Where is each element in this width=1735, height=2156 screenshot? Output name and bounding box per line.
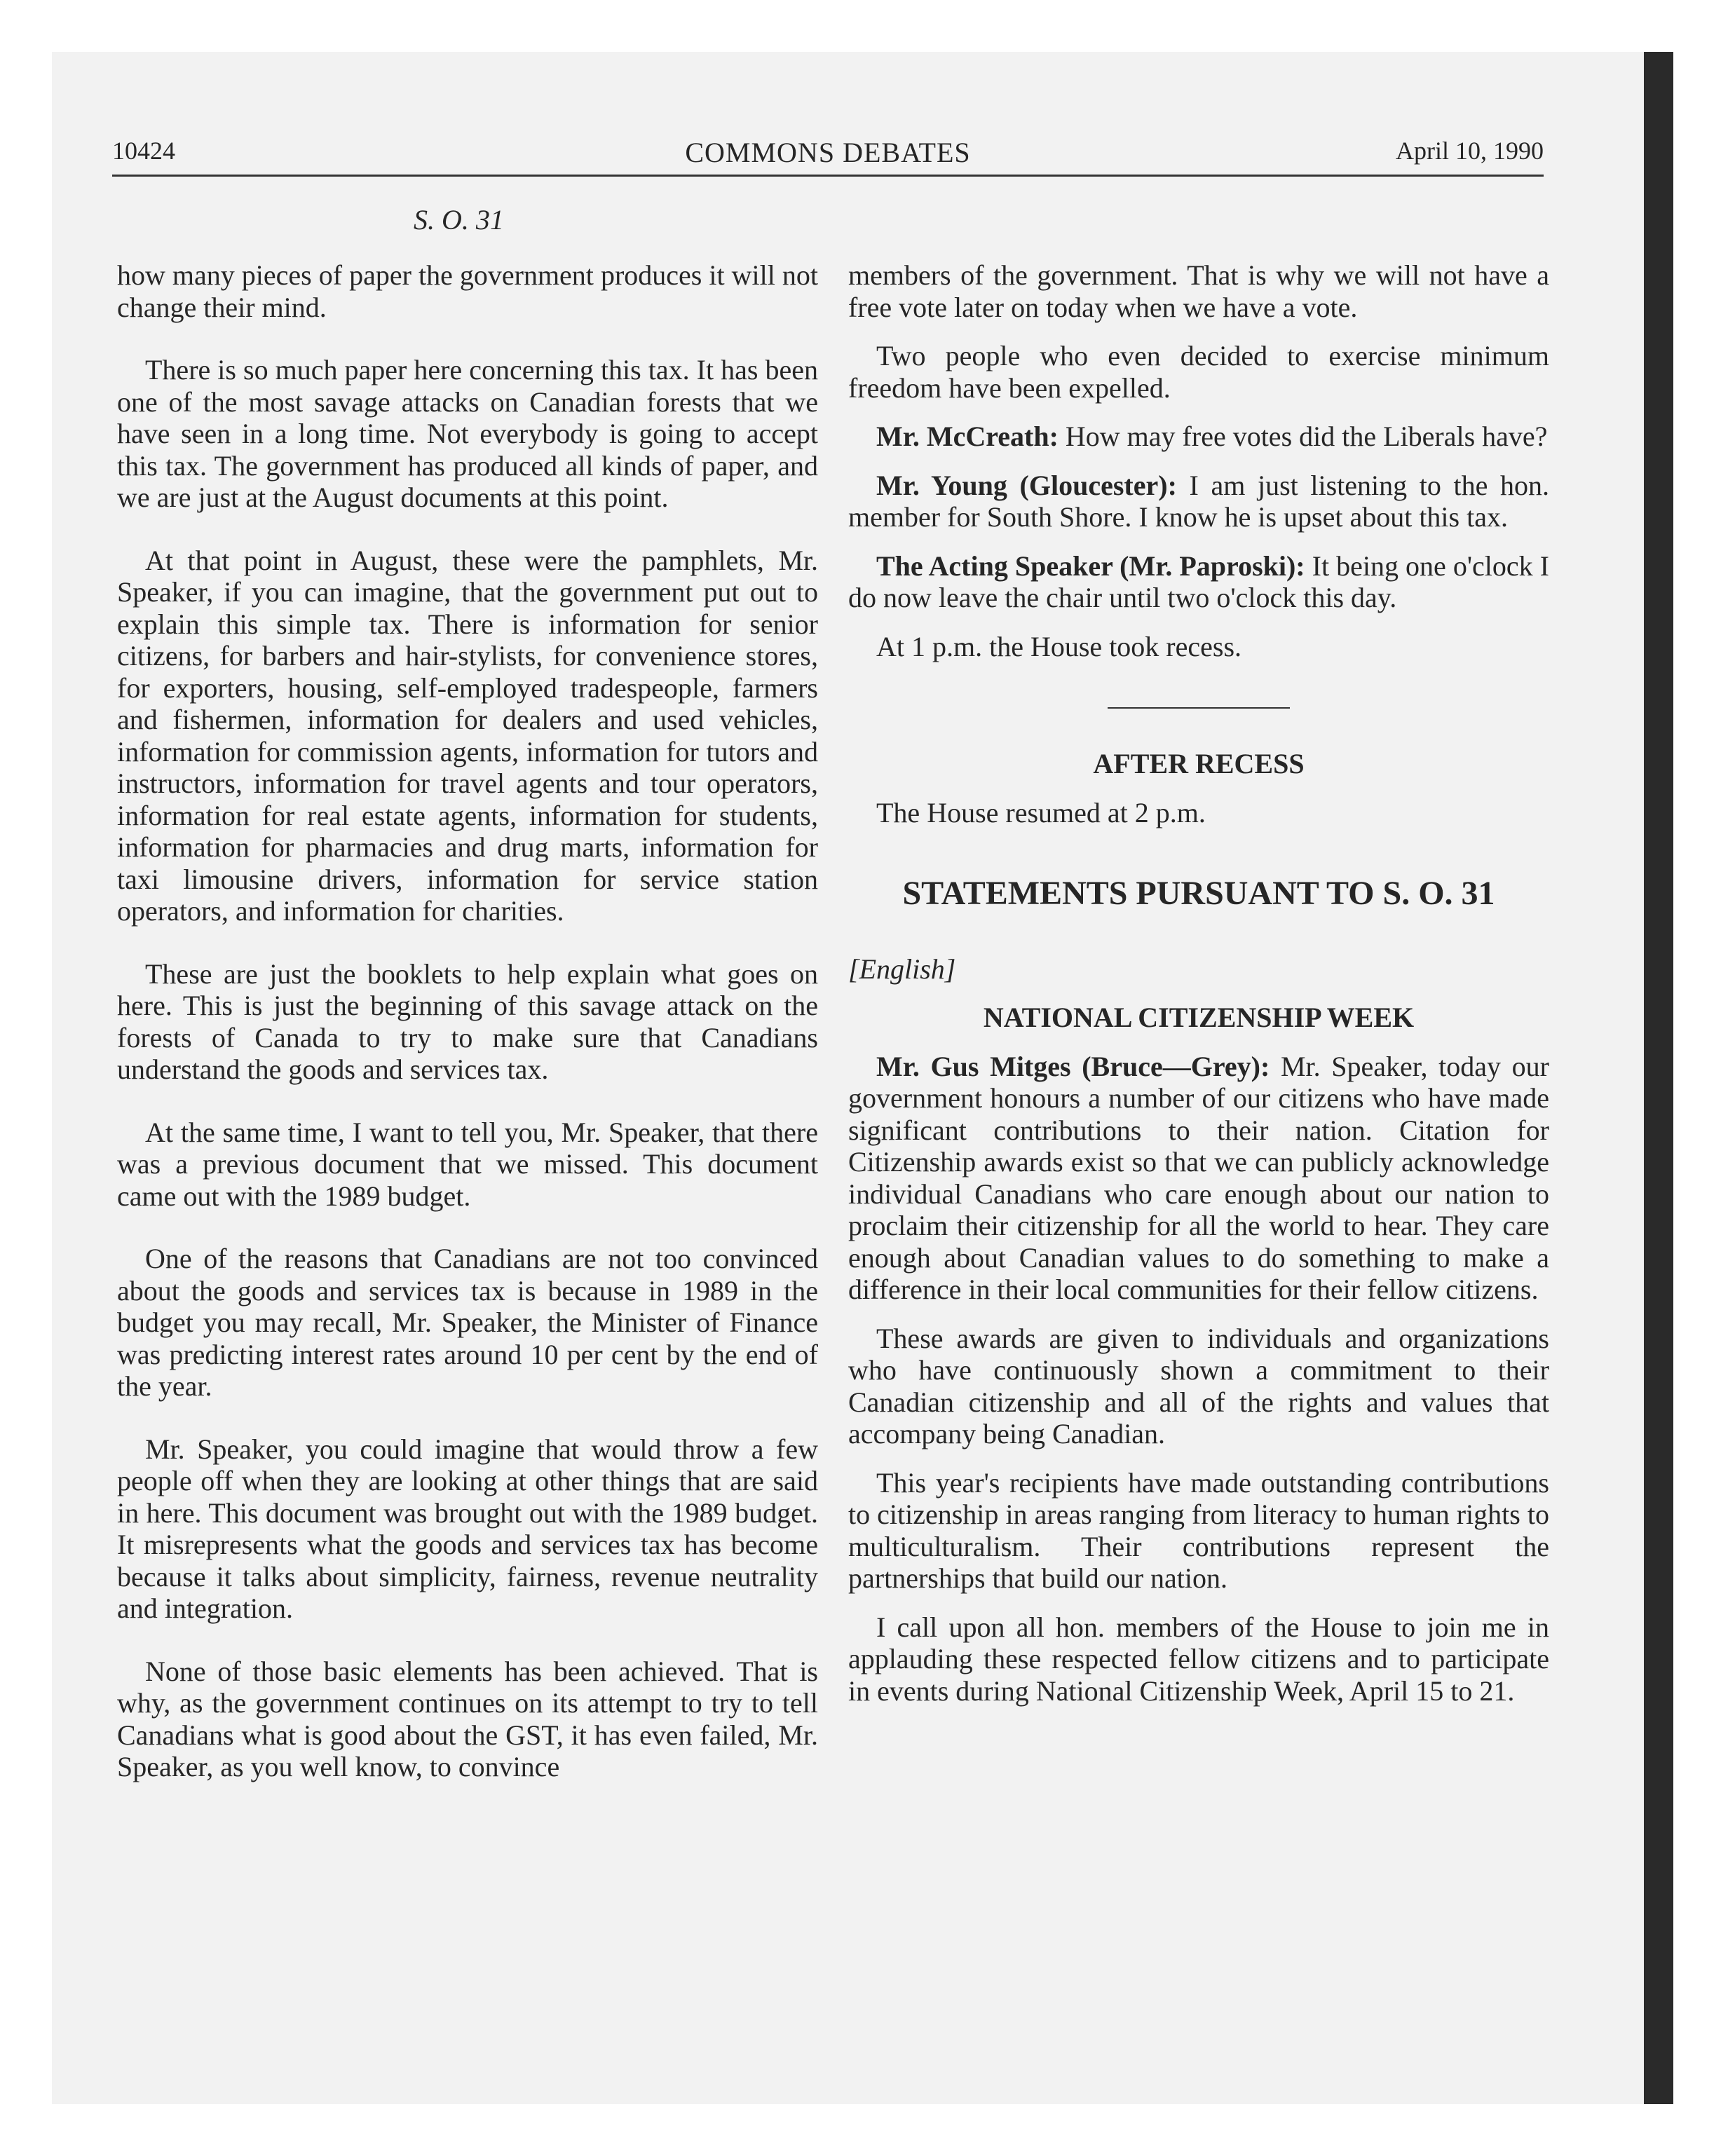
paragraph: Two people who even decided to exercise minimum freedom have been expelled. (848, 340, 1549, 404)
paragraph: There is so much paper here concerning this tax. It has been one of the most savage attacks on Canadian forests that we have seen in a long time. Not everybody is going to accept this tax. The government has produced all kinds of paper, and we are just at the August documents at this point. (117, 354, 818, 513)
speech-acting-speaker (848, 550, 1549, 614)
speech-mitges (848, 1051, 1549, 1306)
statements-heading: STATEMENTS PURSUANT TO S. O. 31 (902, 875, 1495, 912)
speech-text: I am just listening to the hon. member for South Shore. I know he is upset about this tax. (848, 469, 1549, 533)
header-date: April 10, 1990 (1396, 137, 1544, 165)
paragraph: One of the reasons that Canadians are not too convinced about the goods and services tax is because in 1989 in the budget you may recall, Mr. Speaker, the Minister of Finance was predicting interest rates around 10 per cent by the end of the year. (117, 1243, 818, 1402)
paragraph: These are just the booklets to help explain what goes on here. This is just the beginning of this savage attack on the forests of Canada to try to make sure that Canadians understand the goods and services tax. (117, 957, 818, 1085)
speech-mccreath (848, 421, 1549, 453)
speech-young (848, 470, 1549, 533)
speech-text: It being one o'clock I do now leave the chair until two o'clock this day. (848, 550, 1549, 613)
recess-note: At 1 p.m. the House took recess. (876, 630, 1242, 662)
language-marker: [English] (848, 953, 956, 985)
paragraph: This year's recipients have made outstanding contributions to citizenship in areas ranging from literacy to human rights to multiculturalism. Their contributions represent the partnerships that build our nation. (848, 1466, 1549, 1594)
resumed-note: The House resumed at 2 p.m. (876, 796, 1206, 828)
after-recess-heading: AFTER RECESS (1093, 748, 1305, 779)
speaker-name: Mr. Young (Gloucester): (876, 469, 1177, 501)
paragraph: At the same time, I want to tell you, Mr. Speaker, that there was a previous document that we missed. This document came out with the 1989 budget. (117, 1116, 818, 1212)
speaker-name: Mr. McCreath: (876, 421, 1059, 452)
left-column (117, 259, 818, 1814)
page-header (112, 130, 1544, 174)
paragraph: members of the government. That is why we will not have a free vote later on today when we have a vote. (848, 259, 1549, 323)
topic-heading: NATIONAL CITIZENSHIP WEEK (983, 1002, 1415, 1033)
page-number: 10424 (112, 137, 175, 165)
binding-edge (1644, 52, 1673, 2104)
right-column (848, 259, 1549, 1724)
publication-title: COMMONS DEBATES (685, 137, 971, 168)
paragraph: how many pieces of paper the government produces it will not change their mind. (117, 259, 818, 323)
speaker-name: The Acting Speaker (Mr. Paproski): (876, 550, 1305, 582)
paragraph: At that point in August, these were the pamphlets, Mr. Speaker, if you can imagine, that the government put out to explain this simple tax. There is information for senior citizens, for barbers and hair-stylists, for convenience stores, for exporters, housing, self-employed tradespeople, farmers and fishermen, information for dealers and used vehicles, information for commission agents, information for tutors and instructors, information for travel agents and tour operators, information for real estate agents, information for students, information for pharmacies and drug marts, information for taxi limousine drivers, information for service station operators, and information for charities. (117, 544, 818, 927)
section-marker: S. O. 31 (414, 204, 504, 236)
paragraph: Mr. Speaker, you could imagine that would throw a few people off when they are looking at other things that are said in here. This document was brought out with the 1989 budget. It misrepresents what the goods and services tax has become because it talks about simplicity, fairness, revenue neutrality and integration. (117, 1433, 818, 1624)
section-divider (1108, 707, 1290, 709)
paragraph: None of those basic elements has been achieved. That is why, as the government continues on its attempt to try to tell Canadians what is good about the GST, it has even failed, Mr. Speaker, as you well know, to convince (117, 1655, 818, 1782)
paragraph: I call upon all hon. members of the House to join me in applauding these respected fellow citizens and to participate in events during National Citizenship Week, April 15 to 21. (848, 1611, 1549, 1707)
speech-text: Mr. Speaker, today our government honours a number of our citizens who have made significant contributions to their nation. Citation for Citizenship awards exist so that we can publicly acknowledge individual Canadians who care enough about our nation to proclaim their citizenship for all the world to hear. They care enough about Canadian values to do something to make a difference in their local communities for their fellow citizens. (848, 1050, 1549, 1305)
paragraph: These awards are given to individuals and organizations who have continuously shown a commitment to their Canadian citizenship and all of the rights and values that accompany being Canadian. (848, 1322, 1549, 1449)
speech-text: How may free votes did the Liberals have? (1065, 421, 1548, 452)
header-rule (112, 175, 1544, 177)
speaker-name: Mr. Gus Mitges (Bruce—Grey): (876, 1050, 1270, 1082)
